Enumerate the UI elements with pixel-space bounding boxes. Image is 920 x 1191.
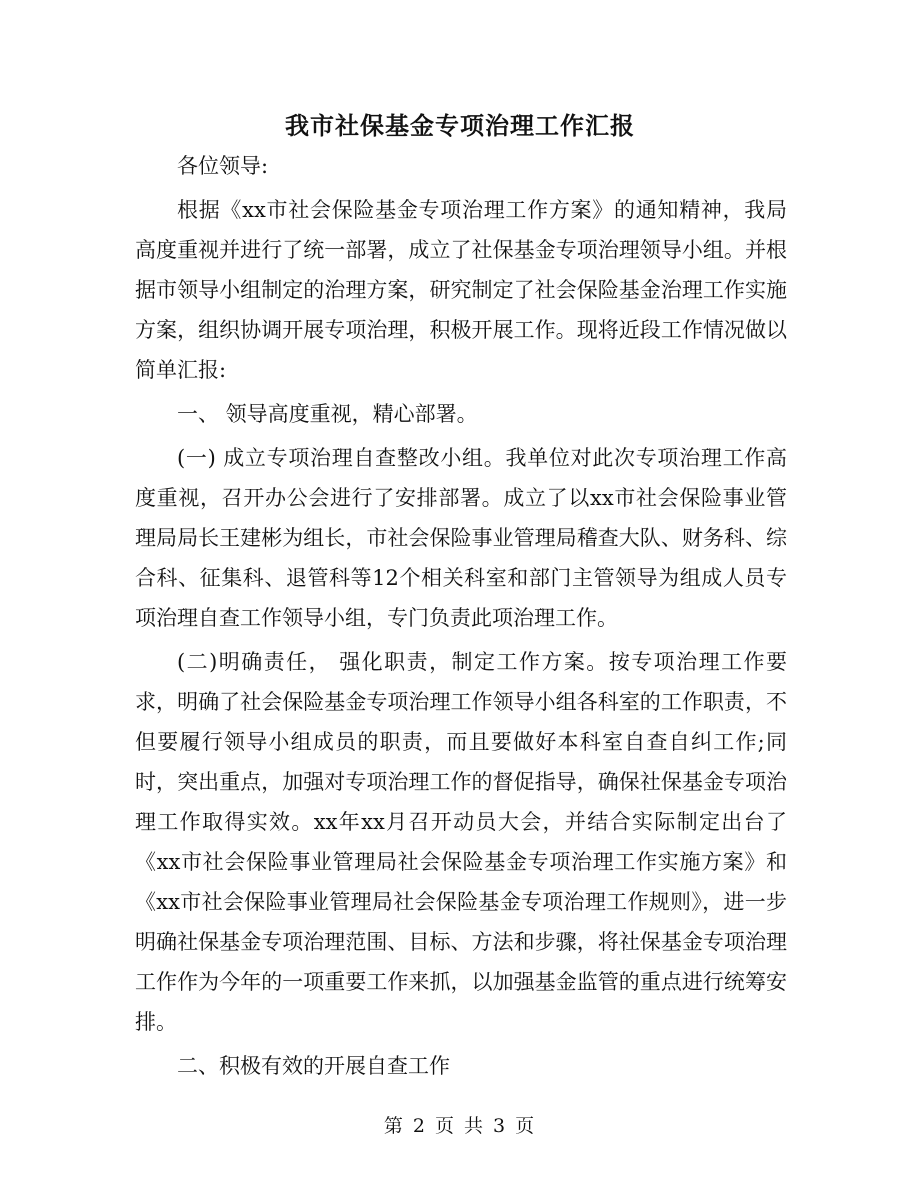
section-heading-1: 一、 领导高度重视，精心部署。 bbox=[177, 402, 478, 426]
salutation-paragraph: 各位领导: bbox=[177, 154, 269, 178]
intro-paragraph: 根据《xx市社会保险基金专项治理工作方案》的通知精神，我局高度重视并进行了统一部署，成立了社保基金专项治理领导小组。并根据市领导小组制定的治理方案，研究制定了社会保险基金治理工作实施方案，组织协调开展专项治理，积极开展工作。现将近段工作情况做以简单汇报: bbox=[135, 198, 787, 382]
section-heading-2: 二、积极有效的开展自查工作 bbox=[177, 1054, 450, 1078]
subsection-paragraph-2: (二)明确责任， 强化职责，制定工作方案。按专项治理工作要求，明确了社会保险基金专项治理工作领导小组各科室的工作职责，不但要履行领导小组成员的职责，而且要做好本科室自查自纠工作;同时，突出重点，加强对专项治理工作的督促指导，确保社保基金专项治理工作取得实效。xx年xx月召开动员大会，并结合实际制定出台了《xx市社会保险事业管理局社会保险基金专项治理工作实施方案》和《xx市社会保险事业管理局社会保险基金专项治理工作规则》，进一步明确社保基金专项治理范围、目标、方法和步骤，将社保基金专项治理工作作为今年的一项重要工作来抓，以加强基金监管的重点进行统筹安排。 bbox=[135, 650, 787, 1034]
document-body bbox=[135, 146, 787, 1086]
document-title: 我市社保基金专项治理工作汇报 bbox=[285, 111, 635, 140]
page-number-footer: 第 2 页 共 3 页 bbox=[383, 1115, 537, 1137]
subsection-paragraph-1: (一) 成立专项治理自查整改小组。我单位对此次专项治理工作高度重视，召开办公会进行了安排部署。成立了以xx市社会保险事业管理局局长王建彬为组长，市社会保险事业管理局稽查大队、财务科、综合科、征集科、退管科等12个相关科室和部门主管领导为组成人员专项治理自查工作领导小组，专门负责此项治理工作。 bbox=[135, 446, 787, 630]
